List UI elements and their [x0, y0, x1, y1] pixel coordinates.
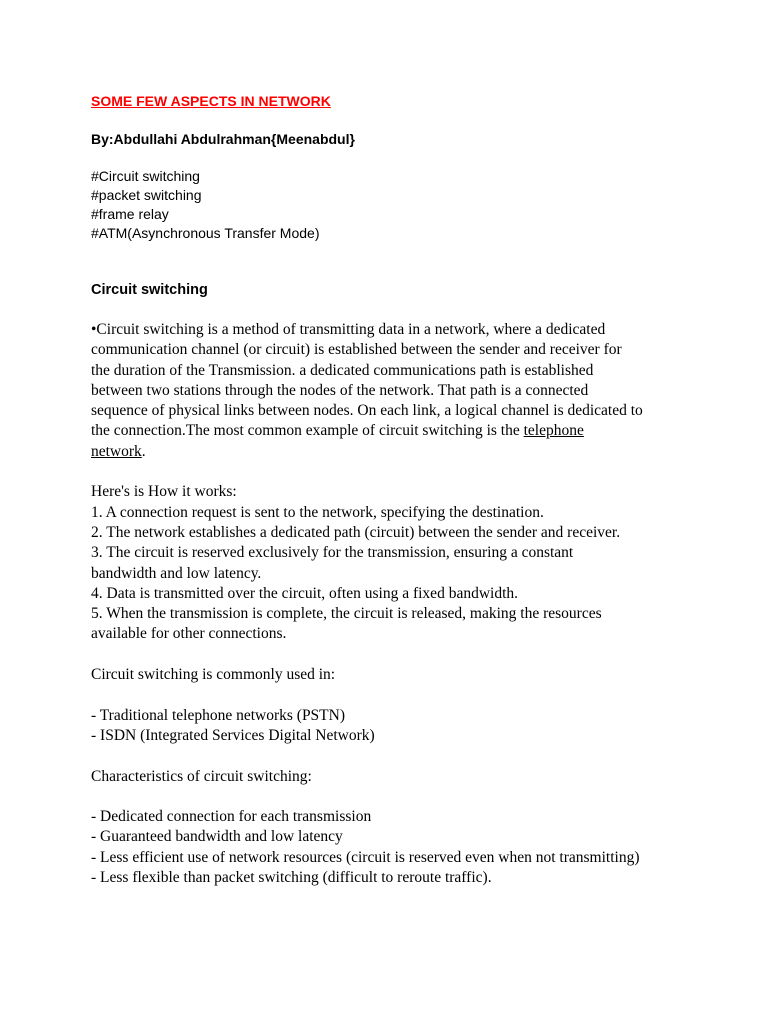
spacer [91, 746, 691, 766]
author-line: By:Abdullahi Abdulrahman{Meenabdul} [91, 131, 355, 147]
paragraph-line: between two stations through the nodes of the network. That path is a connected [91, 381, 589, 399]
spacer [91, 462, 691, 482]
step-line: available for other connections. [91, 625, 287, 643]
common-uses-heading: Circuit switching is commonly used in: [91, 666, 336, 684]
paragraph-line: the duration of the Transmission. a dedicated communications path is established [91, 361, 594, 379]
step-line: 4. Data is transmitted over the circuit, often using a fixed bandwidth. [91, 584, 518, 602]
spacer [91, 685, 691, 705]
topic-item: #Circuit switching [91, 168, 200, 184]
step-line: 2. The network establishes a dedicated path (circuit) between the sender and receiver. [91, 523, 621, 541]
list-item: - Less efficient use of network resources (circuit is reserved even when not transmitting) [91, 848, 640, 866]
list-item: - Traditional telephone networks (PSTN) [91, 706, 346, 724]
how-it-works-heading: Here's is How it works: [91, 483, 237, 501]
document-title: SOME FEW ASPECTS IN NETWORK [91, 93, 331, 109]
paragraph-line [91, 421, 691, 441]
section-heading: Circuit switching [91, 282, 208, 298]
step-line: 5. When the transmission is complete, the circuit is released, making the resources [91, 605, 602, 623]
characteristics-heading: Characteristics of circuit switching: [91, 767, 312, 785]
telephone-network-link[interactable]: network [91, 442, 142, 460]
spacer [91, 645, 691, 665]
list-item: - Dedicated connection for each transmission [91, 808, 372, 826]
paragraph-line [91, 442, 691, 462]
list-item: - Guaranteed bandwidth and low latency [91, 828, 343, 846]
paragraph-line: sequence of physical links between nodes. On each link, a logical channel is dedicated to [91, 402, 643, 420]
topic-item: #packet switching [91, 187, 202, 203]
step-line: 3. The circuit is reserved exclusively for the transmission, ensuring a constant [91, 544, 574, 562]
paragraph-text: the connection.The most common example of circuit switching is the [91, 422, 524, 440]
spacer [91, 787, 691, 807]
topic-item: #ATM(Asynchronous Transfer Mode) [91, 225, 320, 241]
list-item: - Less flexible than packet switching (difficult to reroute traffic). [91, 869, 492, 887]
list-item: - ISDN (Integrated Services Digital Network) [91, 726, 375, 744]
telephone-network-link[interactable]: telephone [523, 422, 584, 440]
topic-list [91, 167, 320, 243]
paragraph-line: communication channel (or circuit) is established between the sender and receiver for [91, 341, 622, 359]
paragraph-line: •Circuit switching is a method of transmitting data in a network, where a dedicated [91, 321, 606, 338]
section-body [91, 320, 691, 888]
step-line: 1. A connection request is sent to the network, specifying the destination. [91, 503, 544, 521]
topic-item: #frame relay [91, 206, 169, 222]
step-line: bandwidth and low latency. [91, 564, 262, 582]
paragraph-text: . [141, 442, 146, 460]
